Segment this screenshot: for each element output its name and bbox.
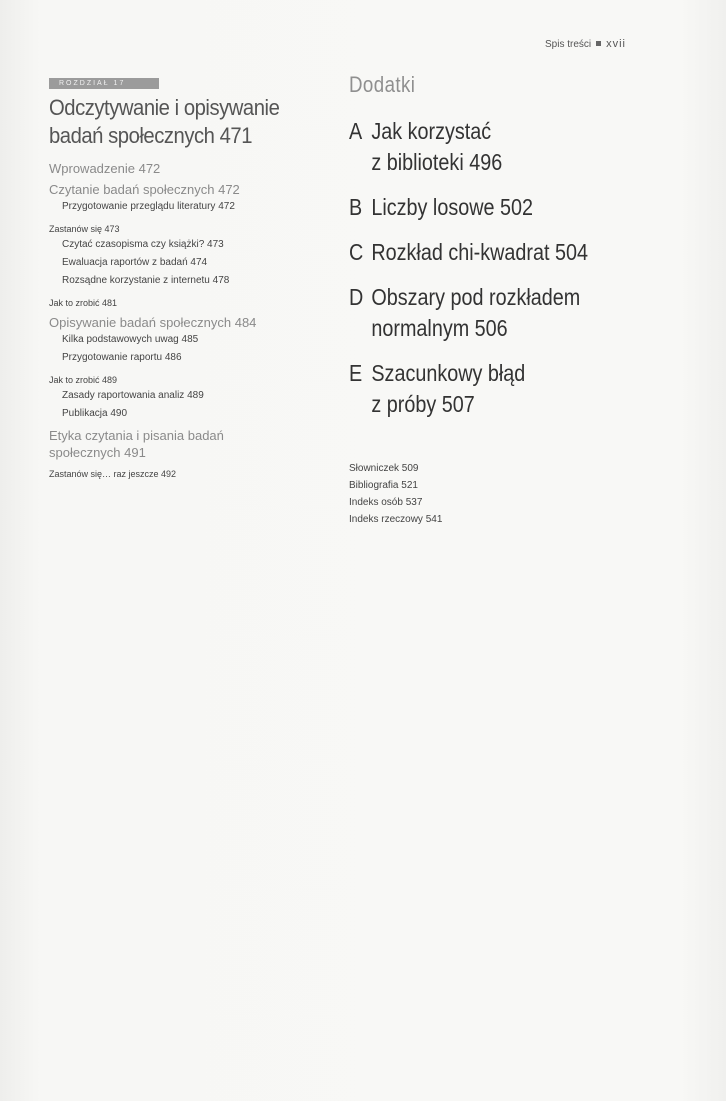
appendix-item [349, 116, 641, 178]
chapter-entries [49, 160, 299, 481]
chapter-title-line-2: badań społecznych 471 [49, 123, 253, 148]
appendix-letter: B [349, 194, 363, 220]
square-bullet-icon [596, 41, 601, 46]
appendix-letter: C [349, 239, 364, 265]
toc-entry: Kilka podstawowych uwag 485 [62, 334, 199, 345]
backmatter-list [349, 460, 649, 528]
appendix-item [349, 282, 641, 344]
appendix-title-line-1: Liczby losowe 502 [371, 194, 533, 220]
toc-entry: społecznych 491 [49, 445, 146, 460]
appendix-letter: D [349, 284, 364, 310]
toc-entry: Przygotowanie raportu 486 [62, 352, 182, 363]
toc-entry: Opisywanie badań społecznych 484 [49, 315, 257, 330]
appendix-title-line-2: normalnym 506 [371, 315, 508, 341]
backmatter-entry: Bibliografia 521 [349, 480, 418, 491]
appendix-title [371, 116, 641, 178]
appendix-title-line-2: z biblioteki 496 [371, 149, 503, 175]
chapter-title-line-1: Odczytywanie i opisywanie [49, 95, 280, 120]
appendix-title-line-1: Rozkład chi-kwadrat 504 [371, 239, 588, 265]
backmatter-entry: Indeks rzeczowy 541 [349, 514, 443, 525]
chapter-title [49, 94, 297, 150]
toc-entry: Zastanów się… raz jeszcze 492 [49, 469, 177, 479]
toc-entry: Jak to zrobić 481 [49, 298, 118, 308]
appendix-title [371, 282, 641, 344]
toc-entry: Jak to zrobić 489 [49, 375, 118, 385]
chapter-17-toc [49, 72, 299, 481]
appendix-item [349, 237, 641, 268]
backmatter-entry: Indeks osób 537 [349, 497, 423, 508]
appendix-letter: E [349, 360, 363, 386]
toc-entry: Publikacja 490 [62, 408, 128, 419]
toc-entry: Wprowadzenie 472 [49, 161, 161, 176]
toc-entry: Zasady raportowania analiz 489 [62, 390, 204, 401]
toc-entry: Rozsądne korzystanie z internetu 478 [62, 275, 230, 286]
appendix-list [349, 116, 649, 420]
appendix-title [371, 237, 641, 268]
toc-entry: Przygotowanie przeglądu literatury 472 [62, 201, 235, 212]
header-label: Spis treści [544, 39, 592, 50]
appendix-item [349, 358, 641, 420]
appendix-title [371, 358, 641, 420]
appendix-letter: A [349, 118, 363, 144]
toc-entry: Ewaluacja raportów z badań 474 [62, 257, 208, 268]
toc-entry: Zastanów się 473 [49, 224, 120, 234]
appendix-title [371, 192, 641, 223]
appendices-toc [349, 72, 649, 528]
appendix-title-line-1: Szacunkowy błąd [371, 360, 526, 386]
header-page-number: xvii [606, 38, 626, 50]
running-header [545, 38, 626, 50]
appendices-heading: Dodatki [349, 72, 416, 97]
appendix-title-line-1: Jak korzystać [371, 118, 492, 144]
appendix-title-line-1: Obszary pod rozkładem [371, 284, 581, 310]
appendix-title-line-2: z próby 507 [371, 391, 475, 417]
appendix-item [349, 192, 641, 223]
toc-entry: Etyka czytania i pisania badań [49, 428, 224, 443]
backmatter-entry: Słowniczek 509 [349, 463, 419, 474]
toc-entry: Czytanie badań społecznych 472 [49, 182, 240, 197]
chapter-badge: ROZDZIAŁ 17 [49, 78, 159, 89]
toc-entry: Czytać czasopisma czy książki? 473 [62, 239, 224, 250]
